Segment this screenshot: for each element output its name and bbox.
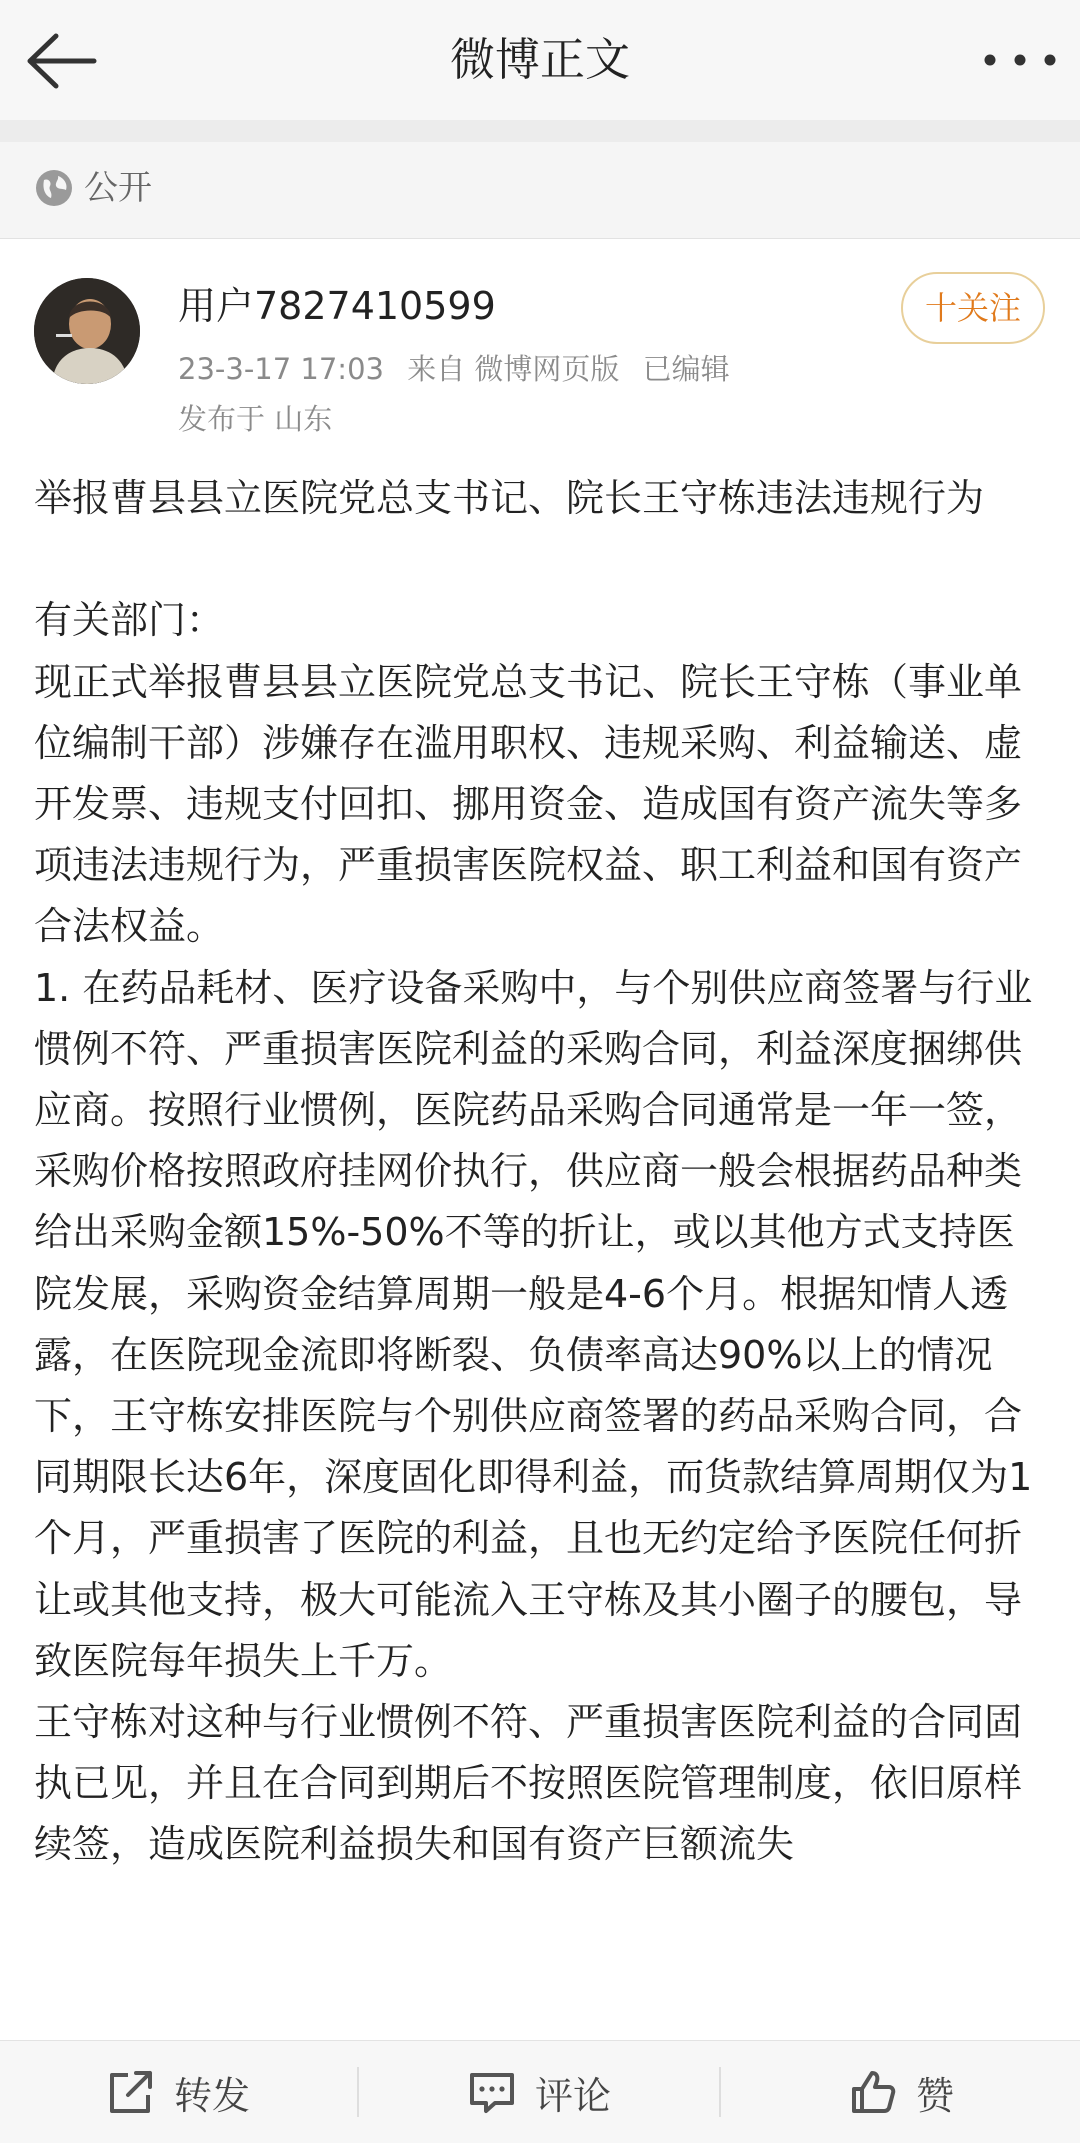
header-divider (0, 120, 1080, 142)
post-paragraph-salutation: 有关部门： (34, 598, 225, 643)
post-meta (178, 348, 744, 390)
comment-icon (467, 2067, 517, 2117)
follow-button[interactable]: 十关注 (901, 272, 1045, 344)
post-location: 发布于 山东 (178, 402, 333, 436)
repost-label: 转发 (173, 2073, 250, 2118)
like-label: 赞 (915, 2073, 954, 2118)
comment-button[interactable] (360, 2041, 718, 2143)
post-title: 举报曹县县立医院党总支书记、院长王守栋违法违规行为 (34, 476, 985, 520)
post-time: 23-3-17 17:03 (178, 352, 384, 386)
repost-button[interactable] (0, 2041, 356, 2143)
avatar-image (34, 278, 140, 384)
action-separator (357, 2067, 359, 2117)
author-name[interactable]: 用户7827410599 (178, 284, 496, 328)
like-button[interactable] (722, 2041, 1080, 2143)
visibility-row (0, 142, 1080, 239)
bottom-action-bar (0, 2040, 1080, 2143)
post-paragraph-continuation: 王守栋对这种与行业惯例不符、严重损害医院利益的合同固执已见，并且在合同到期后不按照医院管理制度，依旧原样续签，造成医院利益损失和国有资产巨额流失 (34, 1700, 1023, 1867)
globe-icon (34, 168, 74, 208)
edited-label[interactable]: 已编辑 (642, 352, 730, 386)
repost-icon (106, 2067, 156, 2117)
visibility-label: 公开 (84, 168, 152, 208)
comment-label: 评论 (534, 2073, 611, 2118)
top-nav-bar (0, 0, 1080, 120)
avatar[interactable] (34, 278, 140, 384)
thumbs-up-icon (848, 2067, 898, 2117)
action-separator (719, 2067, 721, 2117)
post-source: 来自 微博网页版 (407, 352, 620, 386)
post-paragraph-point-1: 1. 在药品耗材、医疗设备采购中，与个别供应商签署与行业惯例不符、严重损害医院利益的采购合同，利益深度捆绑供应商。按照行业惯例，医院药品采购合同通常是一年一签，采购价格按照政府挂网价执行，供应商一般会根据药品种类给出采购金额15%-50%不等的折让，或以其他方式支持医院发展，采购资金结算周期一般是4-6个月。根据知情人透露，在医院现金流即将断裂、负债率高达90%以上的情况下，王守栋安排医院与个别供应商签署的药品采购合同，合同期限长达6年，深度固化即得利益，而货款结算周期仅为1个月，严重损害了医院的利益，且也无约定给予医院任何折让或其他支持，极大可能流入王守栋及其小圈子的腰包，导致医院每年损失上千万。 (34, 965, 1033, 1683)
page-title: 微博正文 (449, 33, 630, 86)
paragraph-gap (34, 529, 1050, 590)
post-paragraph-intro: 现正式举报曹县县立医院党总支书记、院长王守栋（事业单位编制干部）涉嫌存在滥用职权、违规采购、利益输送、虚开发票、违规支付回扣、挪用资金、造成国有资产流失等多项违法违规行为，严重损害医院权益、职工利益和国有资产合法权益。 (34, 659, 1023, 949)
post-body (34, 468, 1050, 2040)
more-options-icon[interactable] (978, 40, 1062, 80)
